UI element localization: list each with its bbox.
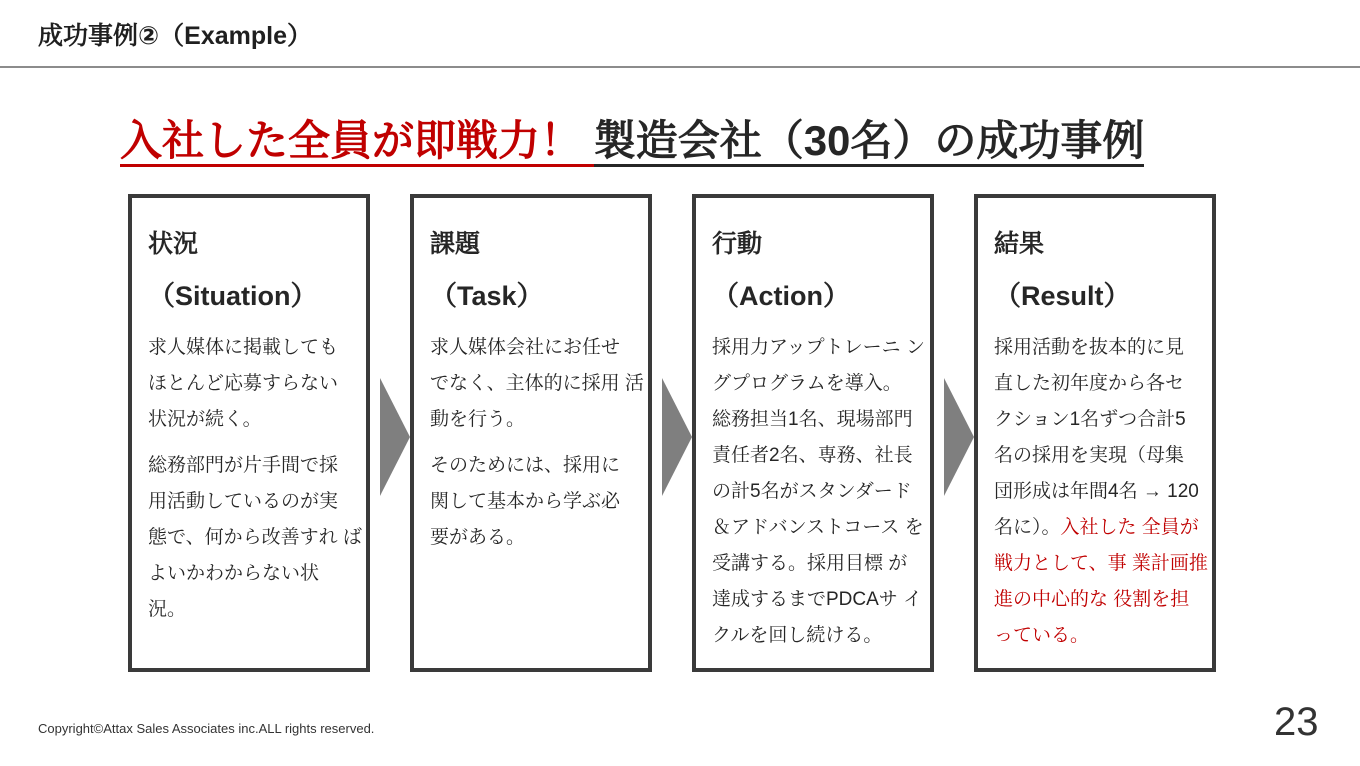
box-paragraph: そのためには、採用に 関して基本から学ぶ必 要がある。 [430,455,621,548]
task-box [410,194,652,672]
box-body [148,330,362,638]
chevron-right-icon [380,378,410,496]
result-box [974,194,1216,672]
box-body [994,330,1208,664]
chevron-right-icon [662,378,692,496]
box-paragraph: 総務部門が片手間で採 用活動しているのが実 態で、何から改善すれ ばよいかわからない状 況。 [148,455,362,620]
page-number: 23 [1274,700,1319,744]
box-body [712,330,926,664]
box-sublabel: （Result） [994,281,1131,311]
headline [120,108,1240,168]
box-paragraph: 採用力アップトレーニ ングプログラムを導入。 総務担当1名、現場部門 責任者2名、専務、社長 の計5名がスタンダード ＆アドバンストコース を受講する。採用目標 が達成するまでPDCAサ イクルを回し続ける。 [712,337,925,646]
chevron-right-icon [944,378,974,496]
box-label: 結果 [994,230,1045,258]
result-highlight: 入社した 全員が戦力として、事 業計画推進の中心的な 役割を担っている。 [994,517,1208,646]
copyright: Copyright©Attax Sales Associates inc.ALL rights reserved. [38,721,375,736]
box-label: 課題 [430,230,481,258]
headline-highlight: 入社した全員が即戦力！ [120,117,582,167]
action-box [692,194,934,672]
page-title: 成功事例②（Example） [38,22,312,50]
box-paragraph: 求人媒体会社にお任せ でなく、主体的に採用 活動を行う。 [430,337,644,430]
box-body [430,330,644,566]
result-text: 採用活動を抜本的に見 直した初年度から各セ クション1名ずつ合計5 名の採用を実現（母集 団形成は年間4名 → 120名に）。 [994,337,1199,538]
situation-box [128,194,370,672]
box-label: 行動 [712,230,763,258]
box-paragraph [994,330,1208,654]
box-label: 状況 [148,230,199,258]
header-divider [0,66,1360,68]
box-paragraph: 求人媒体に掲載しても ほとんど応募すらない 状況が続く。 [148,337,339,430]
headline-subject: 製造会社（30名）の成功事例 [594,117,1145,167]
box-sublabel: （Situation） [148,281,318,311]
box-sublabel: （Action） [712,281,850,311]
box-sublabel: （Task） [430,281,544,311]
